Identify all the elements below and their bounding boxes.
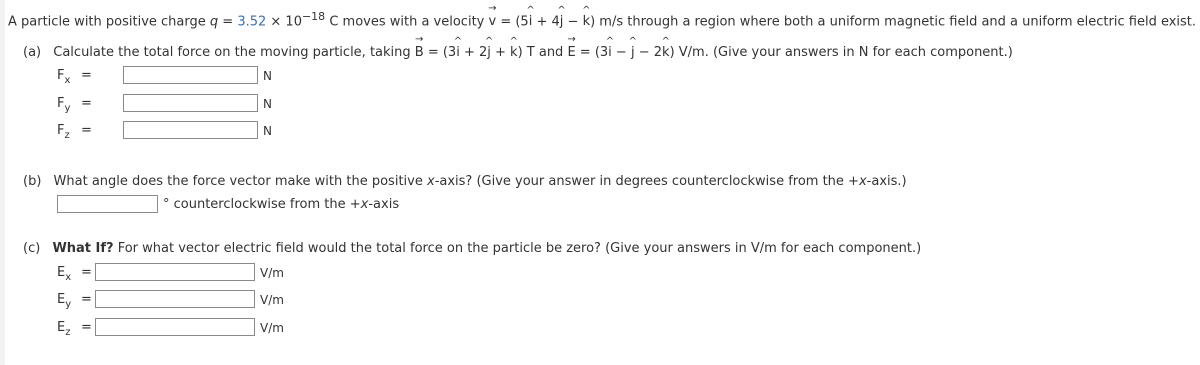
angle-unit-text-1: counterclockwise from the + — [169, 197, 361, 212]
e-expr-2: − — [611, 45, 631, 60]
fx-label: $F_x$ — [57, 68, 71, 86]
b-i-hat: ^ i — [456, 45, 460, 61]
part-b-x-var-2: x — [858, 174, 867, 189]
angle-unit-text-2: -axis — [368, 197, 400, 212]
part-a-question — [23, 45, 1013, 61]
angle-unit — [163, 195, 399, 215]
fx-unit: N — [263, 69, 272, 83]
degree-symbol: ° — [163, 197, 170, 212]
fy-unit: N — [263, 97, 272, 111]
intro-text-3: ) m/s through a region where both a uniform magnetic field and a uniform electric field exist. — [590, 14, 1197, 30]
ez-label: $E_z$ — [57, 320, 71, 338]
fx-equals: = — [81, 68, 92, 83]
ez-equals: = — [81, 320, 92, 335]
e-i-hat: ^ i — [608, 45, 612, 61]
ez-input[interactable] — [95, 318, 255, 336]
angle-input[interactable] — [57, 195, 158, 213]
j-hat: ^ j — [560, 14, 564, 30]
part-a-text-3: ) V/m. (Give your answers in N for each component.) — [669, 45, 1013, 60]
k-hat: ^ k — [583, 14, 591, 30]
e-field-symbol: → E — [567, 45, 575, 61]
e-k-hat: ^ k — [662, 45, 670, 61]
fy-equals: = — [81, 96, 92, 111]
ex-equals: = — [81, 265, 92, 280]
ez-unit: V/m — [260, 321, 284, 335]
part-a-label: (a) — [23, 45, 42, 60]
i-hat: ^ i — [529, 14, 533, 30]
b-j-hat: ^ j — [487, 45, 491, 61]
part-b-label: (b) — [23, 174, 42, 189]
q-exponent: −18 — [301, 10, 326, 23]
problem-statement — [8, 9, 1196, 30]
what-if-label: What If? — [52, 241, 114, 256]
fz-input[interactable] — [123, 121, 258, 139]
part-b-x-var: x — [426, 174, 435, 189]
part-c-question — [23, 241, 921, 257]
charge-value: 3.52 — [237, 14, 267, 30]
v-expr-1: = (5 — [496, 14, 529, 30]
b-expr-3: + — [490, 45, 511, 60]
fy-input[interactable] — [123, 94, 258, 112]
fx-input[interactable] — [123, 66, 258, 84]
part-a-text-1: Calculate the total force on the moving particle, taking — [53, 45, 415, 60]
velocity-symbol: → v — [489, 14, 497, 30]
part-b-question — [23, 174, 907, 190]
ey-input[interactable] — [95, 290, 255, 308]
part-b-text-1: What angle does the force vector make with the positive — [53, 174, 427, 189]
ex-unit: V/m — [260, 266, 284, 280]
part-c-text: For what vector electric field would the total force on the particle be zero? (Give your answers in V/m for each component.) — [113, 241, 922, 256]
e-expr-3: − 2 — [634, 45, 663, 60]
ey-equals: = — [81, 292, 92, 307]
q-times: × 10 — [266, 14, 302, 30]
left-margin-rule — [0, 0, 5, 365]
part-b-text-2: -axis? (Give your answer in degrees counterclockwise from the + — [434, 174, 859, 189]
fz-label: $F_z$ — [57, 123, 70, 141]
fy-label: $F_y$ — [57, 96, 71, 114]
b-k-hat: ^ k — [510, 45, 518, 61]
e-j-hat: ^ j — [631, 45, 635, 61]
v-expr-3: − — [563, 14, 583, 30]
b-expr-2: + 2 — [459, 45, 488, 60]
fz-unit: N — [263, 124, 272, 138]
b-expr-1: = (3 — [423, 45, 457, 60]
ex-input[interactable] — [95, 263, 255, 281]
ey-label: $E_y$ — [57, 292, 72, 310]
b-field-symbol: → B — [415, 45, 424, 61]
ey-unit: V/m — [260, 293, 284, 307]
intro-text-1: A particle with positive charge — [8, 14, 210, 30]
v-expr-2: + 4 — [532, 14, 560, 30]
intro-text-2: C moves with a velocity — [325, 14, 489, 30]
q-symbol: q — [209, 14, 219, 30]
e-expr-1: = (3 — [575, 45, 609, 60]
q-equals: = — [218, 14, 238, 30]
part-a-text-2: ) T and — [517, 45, 568, 60]
ex-label: $E_x$ — [57, 265, 72, 283]
fz-equals: = — [81, 123, 92, 138]
part-b-text-3: -axis.) — [866, 174, 907, 189]
part-c-label: (c) — [23, 241, 41, 256]
angle-unit-x: x — [360, 197, 369, 212]
